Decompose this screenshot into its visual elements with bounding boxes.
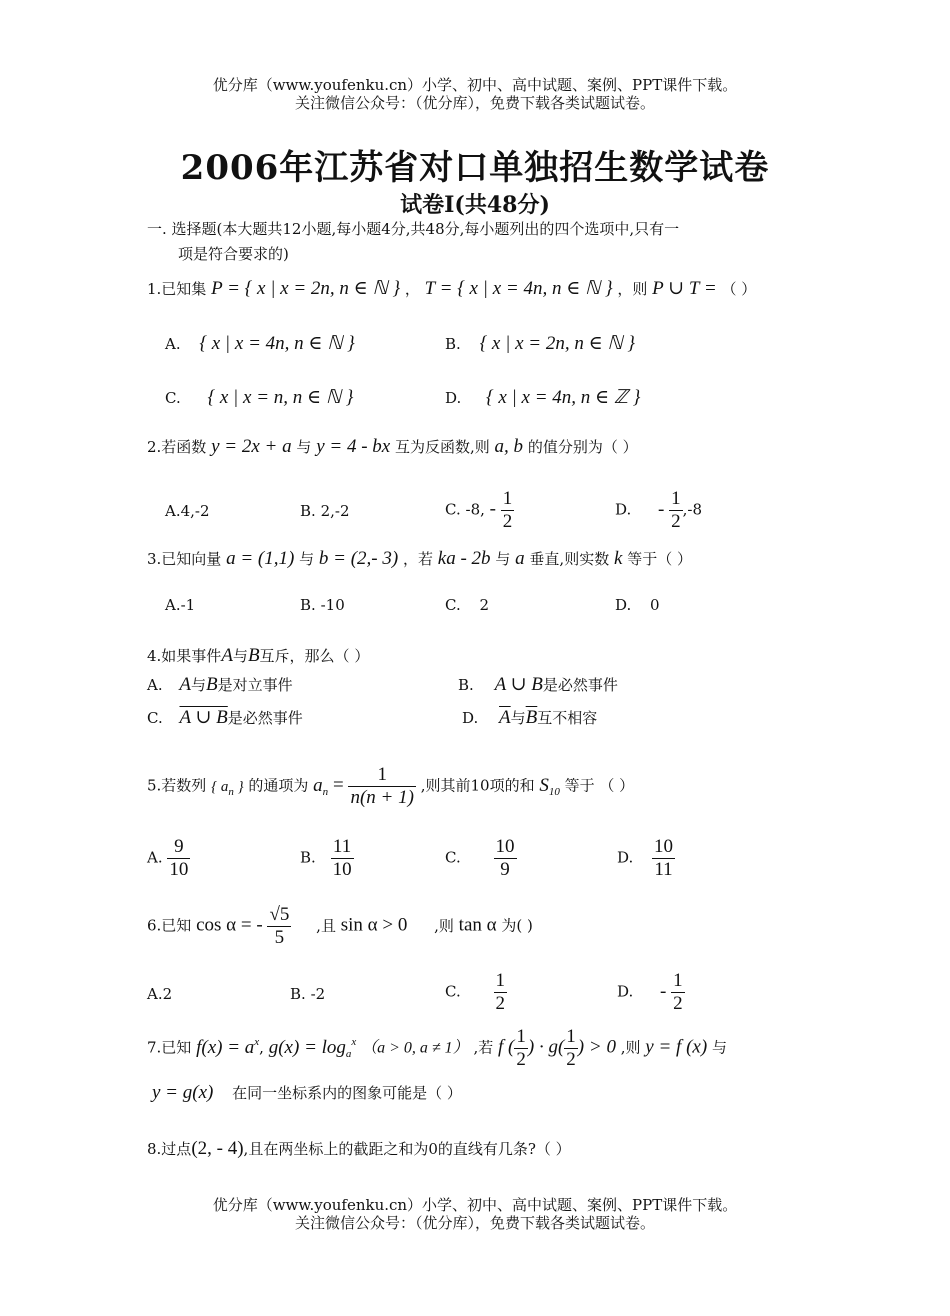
- q6-and: ,且: [316, 916, 336, 935]
- question-8: [147, 1138, 571, 1160]
- fraction-denominator: n(n + 1): [350, 787, 414, 808]
- q6-then: ,则: [434, 916, 454, 935]
- option-letter: D.: [617, 982, 634, 1001]
- q7-condition: （a > 0, a ≠ 1）: [361, 1039, 469, 1057]
- option-mid: 与: [191, 676, 207, 694]
- fraction-denominator: 2: [673, 993, 683, 1014]
- question-7-line-2: [152, 1082, 462, 1104]
- q3-if: ，若: [403, 550, 434, 568]
- option-letter: B.: [300, 848, 316, 867]
- option-expr: { x | x = 4n, n ∈ ℤ }: [486, 387, 641, 408]
- q5-option-a: [147, 836, 190, 881]
- option-letter: B.: [300, 502, 316, 520]
- q3-option-b: [300, 594, 345, 616]
- option-fraction: [671, 970, 685, 1015]
- q6-option-a: [147, 983, 172, 1005]
- option-letter: D.: [462, 709, 479, 727]
- q7-mid: ) · g(: [527, 1036, 565, 1058]
- g-sup: x: [351, 1035, 357, 1048]
- question-7: [147, 1026, 727, 1071]
- fraction-numerator: 1: [348, 764, 415, 787]
- q1-option-d: [445, 387, 640, 409]
- q1-set-t: T = { x | x = 4n, n ∈ ℕ }: [424, 278, 613, 299]
- option-letter: A.: [165, 502, 181, 520]
- q3-expr: ka - 2b: [437, 548, 491, 569]
- option-math: A: [179, 674, 191, 695]
- q6-option-d: [617, 970, 685, 1015]
- question-4: [147, 645, 369, 667]
- q2-option-c: [445, 488, 514, 533]
- q5-equals: =: [332, 774, 344, 796]
- q4-option-a: [147, 674, 293, 696]
- q5-general-term: [313, 775, 328, 796]
- option-letter: B.: [458, 676, 474, 694]
- option-letter: D.: [617, 848, 634, 867]
- fraction-denominator: 2: [516, 1049, 526, 1070]
- seq-close: }: [233, 778, 244, 795]
- fraction-numerator: 9: [167, 836, 190, 859]
- q3-mid: 垂直,则实数: [529, 550, 610, 568]
- q1-option-a: [165, 333, 355, 355]
- q6-cos: cos α = -: [196, 914, 263, 936]
- option-letter: C.: [445, 596, 461, 614]
- option-letter: B.: [445, 335, 461, 353]
- option-letter: A.: [165, 596, 181, 614]
- q4-option-c: [147, 707, 303, 729]
- option-text: 是必然事件: [227, 709, 303, 727]
- q5-end: 等于 （ ）: [564, 776, 635, 795]
- q1-label: 1.已知集: [147, 280, 207, 298]
- option-math: A ∪ B: [179, 707, 228, 728]
- q2-label: 2.若函数: [147, 438, 207, 456]
- q4-option-d: [462, 707, 597, 729]
- q7-half-1: [514, 1026, 528, 1071]
- q7-then: ,则: [620, 1038, 641, 1057]
- fraction-denominator: 2: [566, 1049, 576, 1070]
- q3-a: a: [515, 548, 525, 569]
- page-title: 2006年江苏省对口单独招生数学试卷: [180, 148, 770, 188]
- q7-yf: y = f (x): [645, 1036, 708, 1058]
- q5-fraction: [348, 764, 415, 809]
- option-letter: C.: [445, 982, 461, 1001]
- q3-option-a: [165, 594, 195, 616]
- fraction-numerator: 10: [654, 836, 674, 857]
- fraction-numerator: 1: [673, 970, 683, 991]
- fraction-denominator: 10: [169, 859, 189, 880]
- question-3: [147, 548, 692, 570]
- q1-paren: （ ）: [721, 280, 757, 298]
- option-letter: D.: [615, 500, 632, 519]
- q3-end: 等于（ ）: [627, 550, 692, 568]
- option-letter: B.: [300, 596, 316, 614]
- option-math: A ∪ B: [494, 674, 543, 695]
- option-letter: B.: [290, 985, 306, 1003]
- q7-label: 7.已知: [147, 1038, 192, 1057]
- fraction-numerator: 1: [516, 1026, 526, 1047]
- q3-label: 3.已知向量: [147, 550, 222, 568]
- option-text: 2: [479, 596, 490, 614]
- seq-sub: n: [228, 785, 234, 798]
- q6-label: 6.已知: [147, 916, 192, 935]
- q2-function-2: y = 4 - bx: [316, 436, 391, 457]
- q7-f: [196, 1037, 259, 1058]
- q5-then: ,则其前10项的和: [420, 776, 535, 795]
- q3-vector-a: a = (1,1): [226, 548, 295, 569]
- option-fraction: [652, 836, 675, 881]
- option-expr: { x | x = 2n, n ∈ ℕ }: [479, 333, 635, 354]
- option-letter: C.: [147, 709, 163, 727]
- q1-ask: P ∪ T =: [652, 278, 717, 299]
- option-letter: D.: [445, 389, 462, 407]
- fraction-numerator: 1: [671, 488, 681, 509]
- fraction-numerator: 1: [502, 488, 513, 509]
- q6-tan: tan α: [458, 914, 497, 936]
- q1-comma: ，: [404, 280, 420, 298]
- question-2: [147, 436, 638, 458]
- q7-half-2: [564, 1026, 578, 1071]
- option-fraction: [494, 970, 508, 1015]
- q8-label: 8.过点: [147, 1140, 192, 1158]
- option-letter: A.: [147, 848, 163, 867]
- q6-sin: sin α > 0: [340, 914, 408, 936]
- option-math-2: $\overline{B}$: [525, 707, 538, 728]
- option-letter: A.: [147, 676, 163, 694]
- q5-option-d: [617, 836, 675, 881]
- fraction-numerator: √5: [269, 904, 290, 925]
- option-text: 是对立事件: [217, 676, 293, 694]
- q2-with: 与: [296, 438, 312, 456]
- q7-yg: y = g(x): [152, 1082, 214, 1103]
- option-letter: C.: [165, 389, 181, 407]
- page-subtitle: 试卷Ⅰ(共48分): [400, 192, 550, 218]
- q5-option-b: [300, 836, 354, 881]
- q4-with: 与: [232, 647, 248, 665]
- option-sign: -: [658, 498, 665, 520]
- option-fraction: [501, 488, 515, 533]
- option-letter: C.: [445, 500, 461, 519]
- q3-vector-b: b = (2,- 3): [318, 548, 399, 569]
- seq-open: { a: [211, 778, 229, 795]
- option-sign: -: [660, 980, 667, 1002]
- option-expr: { x | x = n, n ∈ ℕ }: [207, 387, 354, 408]
- q6-option-c: [445, 970, 507, 1015]
- option-fraction: [167, 836, 190, 881]
- fraction-numerator: 10: [495, 836, 515, 857]
- q2-option-d: [615, 488, 702, 533]
- option-letter: A.: [165, 335, 181, 353]
- q7-f-half: f (: [498, 1036, 515, 1058]
- q2-mid: 互为反函数,则: [394, 438, 490, 456]
- fraction-denominator: 11: [654, 859, 673, 880]
- q3-k: k: [613, 548, 623, 569]
- option-text: -2: [310, 985, 326, 1003]
- q7-with: 与: [711, 1038, 727, 1057]
- g-def: g(x) = log: [268, 1036, 346, 1058]
- q4-event-b: B: [247, 645, 260, 666]
- q1-then: ，则: [617, 280, 648, 298]
- option-letter: D.: [615, 596, 632, 614]
- q4-option-b: [458, 674, 618, 696]
- option-text: ,-8: [682, 500, 703, 519]
- q6-fraction: [267, 904, 291, 949]
- option-text: -1: [180, 596, 196, 614]
- fraction-numerator: 1: [566, 1026, 576, 1047]
- fraction-denominator: 2: [495, 993, 505, 1014]
- option-text: 4,-2: [180, 502, 210, 520]
- q2-end: 的值分别为（ ）: [527, 438, 638, 456]
- q6-option-b: [290, 983, 325, 1005]
- sum-sub: 10: [548, 785, 560, 798]
- footer-line-1: 优分库（www.youfenku.cn）小学、初中、高中试题、案例、PPT课件下载。: [212, 1196, 738, 1214]
- q5-option-c: [445, 836, 517, 881]
- q5-mid: 的通项为: [248, 776, 309, 795]
- q6-end: 为( ): [501, 916, 533, 935]
- fraction-numerator: 11: [331, 836, 354, 859]
- g-sub: a: [345, 1047, 352, 1060]
- q3-option-d: [615, 594, 660, 616]
- section-heading-line-1: 一. 选择题(本大题共12小题,每小题4分,共48分,每小题列出的四个选项中,只有一: [147, 220, 680, 238]
- fraction-denominator: 2: [671, 511, 681, 532]
- q7-end: 在同一坐标系内的图象可能是（ ）: [232, 1084, 462, 1102]
- q4-end: 互斥，那么（ ）: [259, 647, 370, 665]
- q5-label: 5.若数列: [147, 776, 207, 795]
- q7-g: [269, 1037, 357, 1058]
- option-text: -8,: [465, 500, 485, 519]
- question-6: [147, 904, 533, 949]
- fraction-denominator: 10: [332, 859, 352, 880]
- fraction-numerator: 1: [495, 970, 505, 991]
- q8-end: ,且在两坐标上的截距之和为0的直线有几条?（ ）: [243, 1140, 571, 1158]
- q2-ab: a, b: [494, 436, 524, 457]
- option-mid: 与: [510, 709, 526, 727]
- option-text: 0: [650, 596, 660, 614]
- fraction-denominator: 2: [502, 511, 513, 532]
- option-letter: C.: [445, 848, 461, 867]
- option-math-2: B: [206, 674, 218, 695]
- q3-with-2: 与: [495, 550, 511, 568]
- option-text: -10: [320, 596, 345, 614]
- q7-if: ,若: [473, 1038, 494, 1057]
- sum-s: S: [539, 774, 549, 796]
- option-text: 2: [162, 985, 173, 1003]
- f-sup: x: [254, 1035, 260, 1048]
- option-fraction: [669, 488, 683, 533]
- q2-function-1: y = 2x + a: [211, 436, 292, 457]
- option-text: 互不相容: [537, 709, 598, 727]
- q3-option-c: [445, 594, 489, 616]
- question-1: [147, 278, 756, 300]
- q7-comma: ,: [259, 1038, 264, 1057]
- option-sign: -: [489, 498, 496, 520]
- header-line-2: 关注微信公众号：（优分库），免费下载各类试题试卷。: [294, 94, 655, 112]
- f-def: f(x) = a: [196, 1036, 255, 1058]
- option-fraction: [331, 836, 354, 881]
- q7-gt: ) > 0: [577, 1036, 616, 1058]
- an-sub: n: [322, 785, 329, 798]
- q1-option-b: [445, 333, 635, 355]
- option-fraction: [494, 836, 517, 881]
- fraction-denominator: 5: [274, 927, 285, 948]
- q4-label: 4.如果事件: [147, 647, 222, 665]
- q1-set-p: P = { x | x = 2n, n ∈ ℕ }: [211, 278, 401, 299]
- option-expr: { x | x = 4n, n ∈ ℕ }: [199, 333, 355, 354]
- option-letter: A.: [147, 985, 163, 1003]
- q2-option-a: [165, 500, 210, 522]
- q5-sum: [539, 775, 560, 796]
- fraction-denominator: 9: [500, 859, 510, 880]
- an: a: [313, 774, 323, 796]
- option-text: 是必然事件: [542, 676, 618, 694]
- question-5: [147, 764, 634, 809]
- q4-event-a: A: [221, 645, 233, 666]
- q5-sequence: [211, 778, 244, 798]
- q8-point: (2, - 4): [191, 1138, 244, 1159]
- section-heading-line-2: 项是符合要求的): [178, 245, 289, 263]
- header-line-1: 优分库（www.youfenku.cn）小学、初中、高中试题、案例、PPT课件下载。: [212, 76, 738, 94]
- option-text: 2,-2: [320, 502, 350, 520]
- q1-option-c: [165, 387, 353, 409]
- q2-option-b: [300, 500, 350, 522]
- footer-line-2: 关注微信公众号：（优分库），免费下载各类试题试卷。: [294, 1214, 655, 1232]
- q3-with: 与: [299, 550, 315, 568]
- option-math: $\overline{A}$: [499, 707, 511, 728]
